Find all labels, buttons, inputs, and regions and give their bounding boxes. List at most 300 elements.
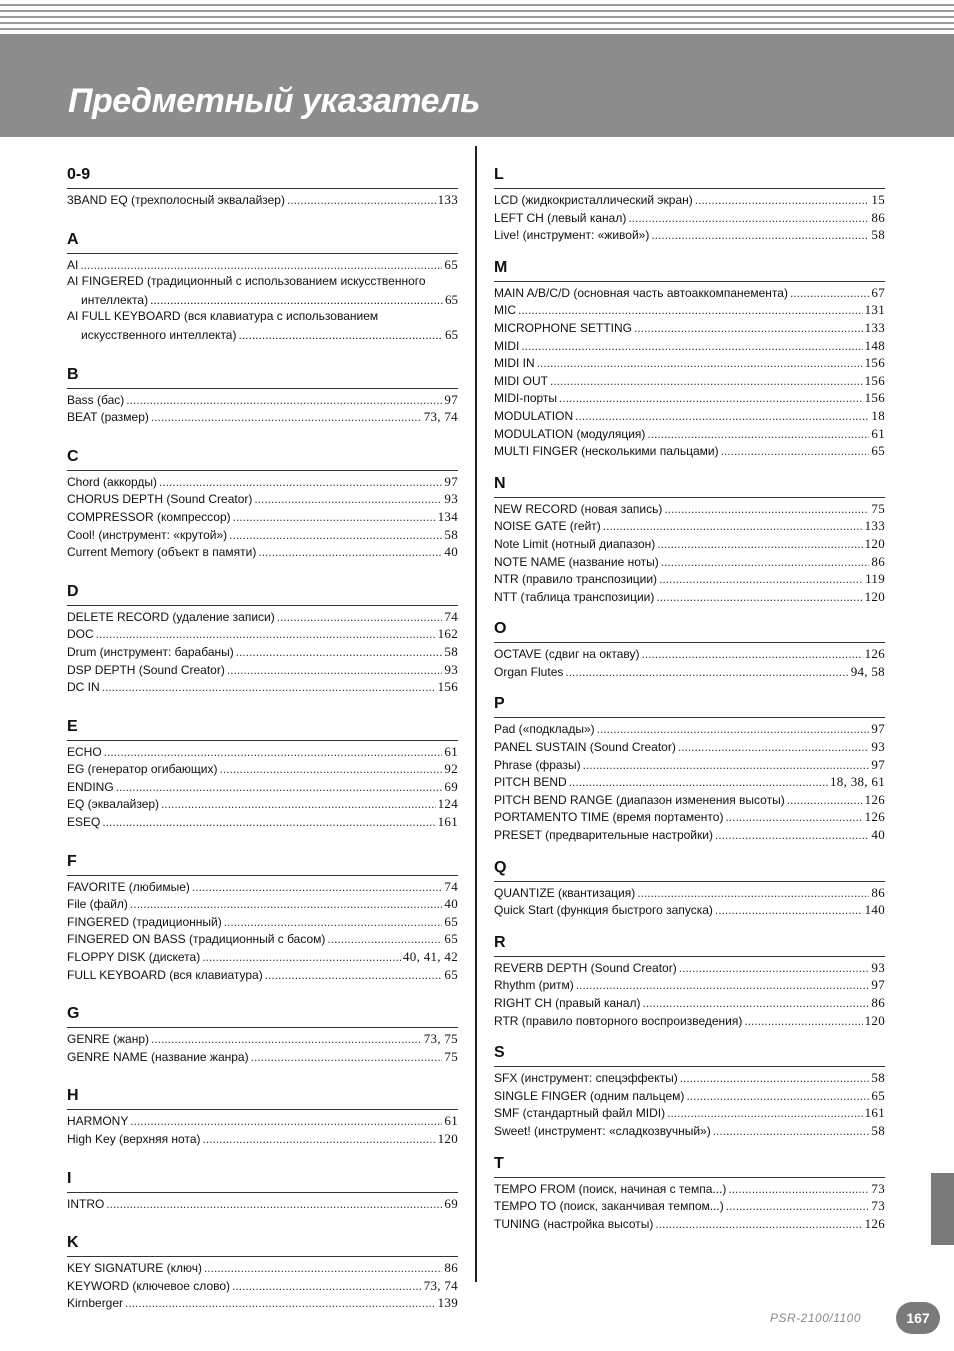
entry-term: Drum (инструмент: барабаны) xyxy=(67,644,234,659)
entry-pages: 73 xyxy=(871,1180,885,1196)
entry-pages: 119 xyxy=(865,571,885,587)
leader-dots xyxy=(651,227,869,245)
leader-dots xyxy=(130,1113,442,1131)
index-entry xyxy=(67,661,458,679)
leader-dots xyxy=(277,609,443,627)
index-entry xyxy=(67,1112,458,1130)
leader-dots xyxy=(224,914,443,932)
entry-pages: 131 xyxy=(864,302,885,318)
entry-term: Live! (инструмент: «живой») xyxy=(494,228,650,243)
entry-term: QUANTIZE (квантизация) xyxy=(494,885,636,900)
entry-term: COMPRESSOR (компрессор) xyxy=(67,509,231,524)
index-entry xyxy=(67,408,458,426)
index-entry xyxy=(494,319,885,337)
entry-term: BEAT (размер) xyxy=(67,410,149,425)
entry-pages: 18, 38, 61 xyxy=(830,774,885,790)
index-entry xyxy=(494,191,885,209)
leader-dots xyxy=(102,679,436,697)
entry-pages: 40 xyxy=(871,827,885,843)
index-entry xyxy=(67,625,458,643)
entry-pages: 140 xyxy=(864,902,885,918)
entry-pages: 65 xyxy=(871,1087,885,1103)
entry-pages: 126 xyxy=(864,809,885,825)
entry-term: Kirnberger xyxy=(67,1296,124,1311)
entry-pages: 133 xyxy=(864,319,885,335)
section-letter: T xyxy=(494,1154,885,1178)
header-band xyxy=(0,0,954,137)
leader-dots xyxy=(686,1088,869,1106)
leader-dots xyxy=(787,792,863,810)
entry-pages: 97 xyxy=(871,977,885,993)
index-entry xyxy=(67,543,458,561)
entry-pages: 58 xyxy=(871,227,885,243)
index-entry xyxy=(494,901,885,919)
leader-dots xyxy=(715,827,869,845)
index-entry xyxy=(494,645,885,663)
stripe-line xyxy=(0,28,954,30)
entry-term: PITCH BEND xyxy=(494,775,567,790)
index-entry xyxy=(494,994,885,1012)
entry-term: AI FINGERED (традиционный с использованием искусственного xyxy=(67,274,426,289)
entry-pages: 65 xyxy=(444,931,458,947)
index-entry xyxy=(67,1048,458,1066)
index-entry xyxy=(494,209,885,227)
leader-dots xyxy=(232,1278,422,1296)
section-letter: E xyxy=(67,717,458,741)
index-entry xyxy=(67,948,458,966)
entry-pages: 73, 75 xyxy=(423,1031,458,1047)
entry-term: Note Limit (нотный диапазон) xyxy=(494,536,656,551)
entry-pages: 120 xyxy=(864,1012,885,1028)
entry-term: NEW RECORD (новая запись) xyxy=(494,501,663,516)
index-entry xyxy=(67,608,458,626)
entry-pages: 97 xyxy=(871,721,885,737)
entry-pages: 134 xyxy=(437,508,458,524)
entry-term: MIDI IN xyxy=(494,356,535,371)
entry-pages: 97 xyxy=(871,756,885,772)
index-section xyxy=(67,1086,458,1147)
index-entry xyxy=(494,720,885,738)
leader-dots xyxy=(238,327,443,345)
entry-pages: 73, 74 xyxy=(423,409,458,425)
entry-pages: 75 xyxy=(444,1048,458,1064)
entry-pages: 73, 74 xyxy=(423,1277,458,1293)
entry-term: CHORUS DEPTH (Sound Creator) xyxy=(67,492,253,507)
index-entry xyxy=(494,301,885,319)
entry-term: DSP DEPTH (Sound Creator) xyxy=(67,662,225,677)
leader-dots xyxy=(327,931,442,949)
entry-term: PANEL SUSTAIN (Sound Creator) xyxy=(494,740,676,755)
section-letter: D xyxy=(67,582,458,606)
leader-dots xyxy=(679,960,870,978)
entry-term-continued: искусственного интеллекта) xyxy=(81,327,237,342)
entry-term: FLOPPY DISK (дискета) xyxy=(67,950,201,965)
index-entry xyxy=(67,391,458,409)
index-entry xyxy=(494,773,885,791)
entry-pages: 120 xyxy=(864,535,885,551)
leader-dots xyxy=(192,879,442,897)
index-section xyxy=(67,1233,458,1312)
index-entry xyxy=(494,284,885,302)
entry-pages: 40 xyxy=(444,896,458,912)
leader-dots xyxy=(597,721,870,739)
index-entry xyxy=(67,743,458,761)
section-letter: C xyxy=(67,447,458,471)
entry-pages: 65 xyxy=(871,443,885,459)
index-entry xyxy=(67,913,458,931)
index-entry xyxy=(67,643,458,661)
entry-term: MIC xyxy=(494,303,516,318)
entry-pages: 86 xyxy=(871,553,885,569)
leader-dots xyxy=(647,426,869,444)
entry-pages: 65 xyxy=(444,966,458,982)
entry-pages: 93 xyxy=(871,959,885,975)
index-entry xyxy=(494,1069,885,1087)
leader-dots xyxy=(219,761,442,779)
entry-term: Cool! (инструмент: «крутой») xyxy=(67,527,228,542)
leader-dots xyxy=(227,662,443,680)
entry-term: Rhythm (ритм) xyxy=(494,978,574,993)
index-entry xyxy=(67,813,458,831)
index-entry xyxy=(494,407,885,425)
entry-pages: 18 xyxy=(871,407,885,423)
page-number-badge: 167 xyxy=(896,1302,940,1334)
index-entry xyxy=(494,1122,885,1140)
index-entry xyxy=(494,354,885,372)
leader-dots xyxy=(102,814,435,832)
index-entry xyxy=(67,678,458,696)
entry-term: Sweet! (инструмент: «сладкозвучный») xyxy=(494,1123,711,1138)
entry-term: EG (генератор огибающих) xyxy=(67,762,218,777)
leader-dots xyxy=(576,977,870,995)
index-entry xyxy=(494,1197,885,1215)
index-entry xyxy=(67,895,458,913)
entry-term: MIDI xyxy=(494,338,520,353)
entry-pages: 40, 41, 42 xyxy=(403,949,458,965)
entry-pages: 133 xyxy=(437,192,458,207)
index-section xyxy=(494,1043,885,1139)
entry-term: REVERB DEPTH (Sound Creator) xyxy=(494,960,677,975)
entry-term: ESEQ xyxy=(67,815,101,830)
leader-dots xyxy=(550,373,863,391)
entry-term: LCD (жидкокристаллический экран) xyxy=(494,193,693,207)
entry-term: PRESET (предварительные настройки) xyxy=(494,828,713,843)
entry-pages: 65 xyxy=(445,326,458,342)
entry-pages: 126 xyxy=(864,1215,885,1231)
leader-dots xyxy=(258,544,442,562)
footer-model-name: PSR-2100/1100 xyxy=(770,1311,862,1325)
entry-term: KEYWORD (ключевое слово) xyxy=(67,1278,231,1293)
section-letter: N xyxy=(494,474,885,498)
index-entry xyxy=(67,1259,458,1277)
entry-term: SFX (инструмент: спецэффекты) xyxy=(494,1071,678,1086)
index-entry xyxy=(494,517,885,535)
entry-term: ECHO xyxy=(67,744,102,759)
leader-dots xyxy=(664,501,869,519)
entry-pages: 15 xyxy=(871,192,885,207)
index-entry xyxy=(494,337,885,355)
index-entry xyxy=(494,826,885,844)
index-section xyxy=(67,1004,458,1065)
entry-term: DELETE RECORD (удаление записи) xyxy=(67,609,275,624)
index-entry xyxy=(67,1277,458,1295)
section-letter: A xyxy=(67,230,458,254)
leader-dots xyxy=(661,554,870,572)
leader-dots xyxy=(104,744,443,762)
entry-pages: 156 xyxy=(864,355,885,371)
leader-dots xyxy=(725,809,862,827)
index-entry xyxy=(67,760,458,778)
leader-dots xyxy=(116,779,443,797)
section-letter: M xyxy=(494,258,885,282)
entry-pages: 97 xyxy=(444,473,458,489)
leader-dots xyxy=(678,739,870,757)
index-entry xyxy=(494,535,885,553)
entry-term: FINGERED ON BASS (традиционный с басом) xyxy=(67,932,326,947)
column-divider xyxy=(475,146,477,1282)
entry-term: MICROPHONE SETTING xyxy=(494,320,633,335)
leader-dots xyxy=(150,292,443,310)
entry-term: PITCH BEND RANGE (диапазон изменения высоты) xyxy=(494,792,785,807)
entry-pages: 58 xyxy=(444,643,458,659)
entry-term: OCTAVE (сдвиг на октаву) xyxy=(494,647,640,662)
index-entry xyxy=(67,256,458,274)
index-entry xyxy=(494,808,885,826)
section-letter: Q xyxy=(494,858,885,882)
leader-dots xyxy=(659,571,863,589)
entry-term: TEMPO FROM (поиск, начиная с темпа...) xyxy=(494,1181,727,1196)
leader-dots xyxy=(161,796,436,814)
chapter-tab xyxy=(931,1173,954,1245)
leader-dots xyxy=(680,1070,870,1088)
entry-pages: 161 xyxy=(437,814,458,830)
index-section xyxy=(67,717,458,831)
index-entry xyxy=(494,756,885,774)
index-section xyxy=(494,694,885,843)
page-title: Предметный указатель xyxy=(68,82,480,120)
entry-pages: 126 xyxy=(864,646,885,662)
index-entry xyxy=(494,500,885,518)
index-entry xyxy=(494,425,885,443)
entry-term: DC IN xyxy=(67,680,100,695)
entry-pages: 94, 58 xyxy=(850,663,885,679)
index-entry xyxy=(67,778,458,796)
left-index-column xyxy=(67,165,458,1312)
entry-pages: 40 xyxy=(444,544,458,560)
section-letter: O xyxy=(494,619,885,643)
entry-term: AI FULL KEYBOARD (вся клавиатура с использованием xyxy=(67,309,379,324)
leader-dots xyxy=(657,536,862,554)
entry-term: MAIN A/B/C/D (основная часть автоаккомпанемента) xyxy=(494,285,788,300)
index-entry xyxy=(67,1294,458,1312)
entry-term: SMF (стандартный файл MIDI) xyxy=(494,1106,666,1121)
leader-dots xyxy=(80,257,442,275)
leader-dots xyxy=(575,408,869,426)
leader-dots xyxy=(521,338,862,356)
index-entry xyxy=(67,490,458,508)
index-entry xyxy=(67,930,458,948)
entry-pages: 58 xyxy=(871,1070,885,1086)
leader-dots xyxy=(204,1260,442,1278)
entry-term: MIDI OUT xyxy=(494,373,548,388)
entry-pages: 124 xyxy=(437,796,458,812)
entry-pages: 120 xyxy=(864,588,885,604)
entry-term: TUNING (настройка высоты) xyxy=(494,1216,654,1231)
index-section xyxy=(494,858,885,919)
index-entry xyxy=(494,442,885,460)
entry-term: FAVORITE (любимые) xyxy=(67,879,190,894)
entry-pages: 86 xyxy=(871,995,885,1010)
index-section xyxy=(67,230,458,344)
entry-pages: 65 xyxy=(444,256,458,272)
entry-pages: 86 xyxy=(444,1260,458,1276)
entry-term: Phrase (фразы) xyxy=(494,757,581,772)
index-section xyxy=(494,474,885,606)
index-section xyxy=(494,258,885,460)
entry-term: AI xyxy=(67,257,79,272)
leader-dots xyxy=(583,757,870,775)
entry-term: High Key (верхняя нота) xyxy=(67,1132,201,1146)
leader-dots xyxy=(130,896,442,914)
entry-term: NOTE NAME (название ноты) xyxy=(494,554,659,569)
index-entry xyxy=(494,553,885,571)
right-index-column xyxy=(494,165,885,1232)
entry-term: EQ (эквалайзер) xyxy=(67,797,160,812)
stripe-line xyxy=(0,22,954,24)
leader-dots xyxy=(537,355,863,373)
index-entry xyxy=(67,191,458,209)
entry-pages: 75 xyxy=(871,500,885,516)
leader-dots xyxy=(518,302,863,320)
entry-pages: 156 xyxy=(437,679,458,695)
index-entry xyxy=(494,1215,885,1233)
entry-term: FULL KEYBOARD (вся клавиатура) xyxy=(67,967,263,982)
entry-pages: 156 xyxy=(864,390,885,406)
entry-term: MODULATION (модуляция) xyxy=(494,426,646,441)
section-letter: K xyxy=(67,1233,458,1257)
entry-term: Quick Start (функция быстрого запуска) xyxy=(494,903,713,918)
entry-term: HARMONY xyxy=(67,1114,129,1129)
index-entry xyxy=(67,878,458,896)
leader-dots xyxy=(202,949,401,967)
leader-dots xyxy=(728,1181,869,1199)
header-stripes xyxy=(0,0,954,34)
leader-dots xyxy=(254,491,442,509)
entry-term: RIGHT CH (правый канал) xyxy=(494,996,641,1010)
entry-term: FINGERED (традиционный) xyxy=(67,914,222,929)
section-letter: P xyxy=(494,694,885,718)
section-letter: G xyxy=(67,1004,458,1028)
entry-pages: 67 xyxy=(871,284,885,300)
entry-pages: 93 xyxy=(444,661,458,677)
leader-dots xyxy=(667,1105,862,1123)
entry-term: 3BAND EQ (трехполосный эквалайзер) xyxy=(67,193,285,207)
entry-pages: 61 xyxy=(444,743,458,759)
index-entry xyxy=(494,1104,885,1122)
entry-pages: 73 xyxy=(871,1198,885,1214)
index-entry xyxy=(67,1030,458,1048)
entry-pages: 133 xyxy=(864,518,885,534)
index-entry xyxy=(494,226,885,244)
index-entry xyxy=(494,884,885,902)
leader-dots xyxy=(790,285,869,303)
leader-dots xyxy=(721,443,870,461)
entry-term: MULTI FINGER (несколькими пальцами) xyxy=(494,444,719,459)
leader-dots xyxy=(251,1049,443,1067)
entry-term: GENRE NAME (название жанра) xyxy=(67,1049,249,1064)
index-entry xyxy=(494,588,885,606)
entry-pages: 61 xyxy=(871,425,885,441)
entry-pages: 162 xyxy=(437,626,458,642)
entry-term: MODULATION xyxy=(494,408,574,423)
index-entry xyxy=(494,1087,885,1105)
index-section xyxy=(67,852,458,984)
entry-pages: 139 xyxy=(437,1295,458,1311)
index-entry xyxy=(67,273,458,308)
entry-term: LEFT CH (левый канал) xyxy=(494,210,627,225)
index-entry xyxy=(67,308,458,343)
section-letter: F xyxy=(67,852,458,876)
entry-term: Current Memory (объект в памяти) xyxy=(67,545,257,560)
section-letter: L xyxy=(494,165,885,189)
index-entry xyxy=(494,959,885,977)
index-entry xyxy=(494,1180,885,1198)
leader-dots xyxy=(565,664,848,682)
index-section xyxy=(67,447,458,561)
index-entry xyxy=(494,791,885,809)
leader-dots xyxy=(229,527,442,545)
index-section xyxy=(67,365,458,426)
leader-dots xyxy=(126,392,442,410)
entry-pages: 58 xyxy=(871,1122,885,1138)
leader-dots xyxy=(634,320,863,338)
index-entry xyxy=(67,966,458,984)
index-section xyxy=(494,1154,885,1233)
leader-dots xyxy=(151,1031,422,1049)
leader-dots xyxy=(569,774,828,792)
entry-term: ENDING xyxy=(67,779,114,794)
entry-term: NTT (таблица транспозиции) xyxy=(494,589,655,604)
entry-pages: 93 xyxy=(871,739,885,755)
entry-pages: 148 xyxy=(864,337,885,353)
leader-dots xyxy=(203,1131,436,1149)
leader-dots xyxy=(744,1013,862,1031)
entry-term: NOISE GATE (гейт) xyxy=(494,519,601,534)
index-entry xyxy=(67,473,458,491)
leader-dots xyxy=(726,1198,870,1216)
leader-dots xyxy=(559,390,863,408)
section-letter: B xyxy=(67,365,458,389)
stripe-line xyxy=(0,16,954,18)
entry-term: INTRO xyxy=(67,1196,105,1211)
entry-pages: 74 xyxy=(444,608,458,624)
leader-dots xyxy=(637,885,869,903)
index-entry xyxy=(494,663,885,681)
index-entry xyxy=(67,1195,458,1213)
leader-dots xyxy=(715,902,863,920)
entry-term: Pad («подклады») xyxy=(494,722,595,737)
entry-term: RTR (правило повторного воспроизведения) xyxy=(494,1013,743,1028)
leader-dots xyxy=(713,1123,870,1141)
leader-dots xyxy=(656,589,862,607)
entry-term: SINGLE FINGER (одним пальцем) xyxy=(494,1088,685,1103)
entry-pages: 93 xyxy=(444,491,458,507)
entry-term: DOC xyxy=(67,627,94,642)
entry-pages: 156 xyxy=(864,372,885,388)
entry-pages: 120 xyxy=(437,1131,458,1146)
leader-dots xyxy=(655,1216,862,1234)
entry-pages: 161 xyxy=(864,1105,885,1121)
